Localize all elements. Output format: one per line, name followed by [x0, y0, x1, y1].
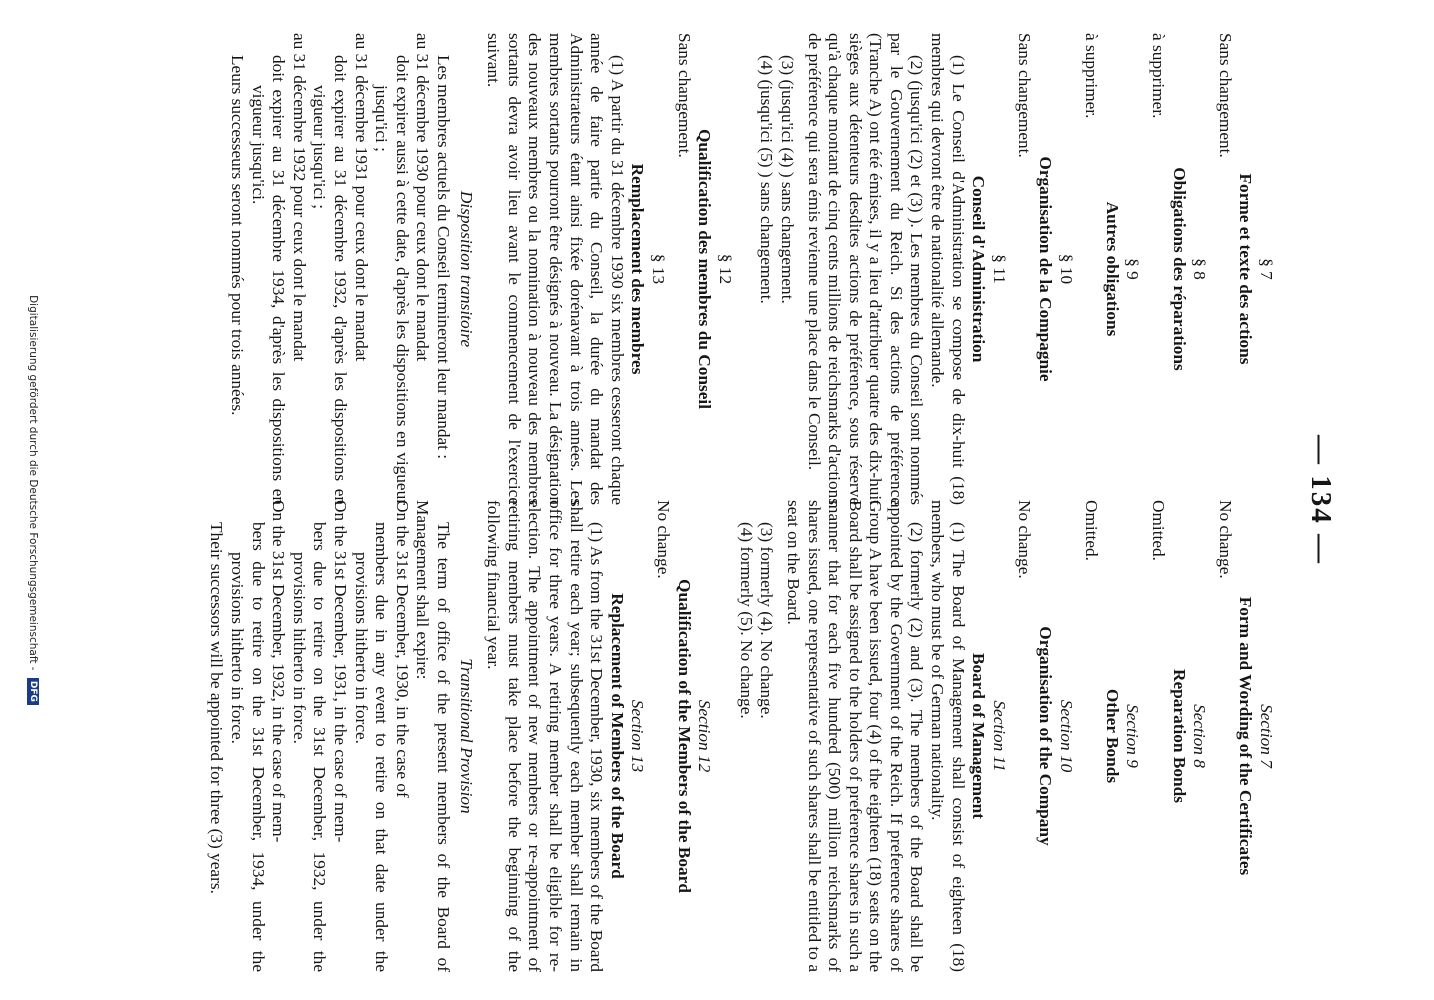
- en-transitional-item-2-continuation: bers due to retire on the 31st December, 1932, under the provisions hitherto in force.: [289, 522, 330, 972]
- fr-section-11-paragraph-2: (2) (jusqu'ici (2) et (3) ). Les membres du Conseil sont nommés par le Gouvernement du Reich. Si des actions de préférence (Tranche A) ont été émises, il y a lieu d'attribuer quatre des dix-huit sièges aux détenteurs desdites actions de préférence, sous réserve qu'à chaque montant de cinq cents millions de reichsmarks d'actions de préférence qui sera émis revienne une place dans le Conseil.: [804, 33, 927, 505]
- fr-transitional-item-3-continuation: doit expirer au 31 décembre 1934, d'après les dispositions en vigueur jusqu'ici.: [248, 55, 289, 505]
- en-transitional-title: Transitional Provision: [456, 658, 476, 814]
- fr-section-12-body: Sans changement.: [674, 33, 694, 158]
- en-section-11-paragraph-2: (2) formerly (2) and (3). The members of the Board shall be appointed by the Government of the Reich. If preference shares of Group A have been issued, four (4) of the eighteen (18) seats on the Board shall be assigned to the holders of preference shares in such a manner that for each five hundred (500) million reichsmarks of shares issued, one representative of such shares shall be entitled to a seat on the Board.: [783, 500, 927, 972]
- fr-section-12-number: § 12: [715, 253, 735, 285]
- fr-transitional-item-3: [288, 33, 309, 505]
- en-transitional-item-3: [268, 500, 289, 972]
- en-section-11-number: Section 11: [989, 700, 1009, 772]
- en-section-9-number: Section 9: [1123, 704, 1143, 768]
- fr-section-8-body: à supprimer.: [1149, 33, 1169, 119]
- page-number: — 134 —: [1305, 435, 1337, 565]
- english-column: [206, 500, 1281, 972]
- fr-section-9-body: à supprimer.: [1082, 33, 1102, 119]
- fr-section-11-paragraph-1: (1) Le Conseil d'Administration se compose de dix-huit (18) membres qui devront être de nationalité allemande.: [928, 33, 968, 505]
- fr-section-10-body: Sans changement.: [1015, 33, 1035, 158]
- fr-section-12-title: Qualification des membres du Conseil: [695, 128, 715, 410]
- fr-section-13-title: Remplacement des membres: [628, 163, 648, 375]
- en-section-13-paragraph-1: (1) As from the 31st December, 1930, six members of the Board shall retire each year; subsequently each member shall remain in office for three years. A retiring member shall be eligible for re-election. The appointment of new members or re-appointment of retiring members must take place before the beginning of the following financial year.: [484, 500, 607, 972]
- en-transitional-item-2: [329, 500, 351, 972]
- en-section-12-number: Section 12: [695, 699, 715, 773]
- en-section-11-title: Board of Management: [969, 652, 989, 820]
- en-section-7-title: Form and Wording of the Certificates: [1236, 596, 1256, 876]
- fr-transitional-item-3-lead: au 31 décembre 1932 pour ceux dont le mandat: [289, 33, 309, 362]
- french-column: [227, 33, 1282, 505]
- en-section-10-title: Organisation of the Company: [1036, 626, 1056, 846]
- en-transitional-item-1-continuation: members due in any event to retire on that date under the provisions hitherto in force.: [351, 522, 392, 972]
- en-section-10-body: No change.: [1015, 500, 1035, 579]
- fr-transitional-item-2-lead: au 31 décembre 1931 pour ceux dont le mandat: [351, 33, 371, 362]
- fr-transitional-item-2-continuation: doit expirer au 31 décembre 1932, d'après les dispositions en vigueur jusqu'ici ;: [310, 55, 351, 505]
- en-section-8-number: Section 8: [1190, 704, 1210, 768]
- en-transitional-item-2-lead: On the 31st December, 1931, in the case of mem-: [331, 500, 351, 843]
- fr-section-10-number: § 10: [1056, 253, 1076, 285]
- fr-transitional-item-1-continuation: doit expirer aussi à cette date, d'après les dispositions en vigueur jusqu'ici ;: [372, 55, 412, 505]
- fr-transitional-item-2: [350, 33, 371, 505]
- fr-section-11-number: § 11: [989, 254, 1009, 284]
- en-transitional-item-3-lead: On the 31st December, 1932, in the case of mem-: [269, 500, 289, 843]
- en-section-7-body: No change.: [1215, 500, 1235, 579]
- en-transitional-intro: The term of office of the present members of the Board of Management shall expire:: [413, 500, 454, 972]
- footer-text: Digitalisierung gefördert durch die Deutsche Forschungsgemeinschaft -: [27, 295, 39, 671]
- en-section-9-body: Omitted.: [1082, 500, 1102, 561]
- en-transitional-successors: Their successors will be appointed for three (3) years.: [207, 522, 227, 894]
- en-section-12-title: Qualification of the Members of the Board: [674, 579, 694, 893]
- en-section-13-number: Section 13: [628, 699, 648, 773]
- fr-section-7-title: Forme et texte des actions: [1236, 173, 1256, 365]
- fr-transitional-successors: Leurs successeurs seront nommés pour trois années.: [228, 55, 248, 416]
- en-section-12-body: No change.: [653, 500, 673, 579]
- fr-section-7-body: Sans changement.: [1215, 33, 1235, 158]
- en-section-11-paragraph-4: (4) formerly (5). No change.: [736, 522, 756, 719]
- fr-section-10-title: Organisation de la Compagnie: [1036, 156, 1056, 382]
- en-section-13-title: Replacement of Members of the Board: [607, 593, 627, 879]
- en-section-7-number: Section 7: [1257, 704, 1276, 768]
- spacer: [719, 500, 735, 972]
- fr-section-7-number: § 7: [1257, 258, 1276, 280]
- en-section-8-body: Omitted.: [1149, 500, 1169, 561]
- fr-section-8-number: § 8: [1190, 258, 1210, 280]
- fr-section-8-title: Obligations des réparations: [1169, 167, 1189, 371]
- digitization-footer: [27, 0, 39, 1000]
- fr-section-11-paragraph-4: (4) (jusqu'ici (5) ) sans changement.: [757, 55, 777, 304]
- en-section-11-paragraph-3: (3) formerly (4). No change.: [757, 522, 777, 719]
- dfg-logo-icon: DFG: [27, 678, 39, 705]
- fr-transitional-item-1-lead: au 31 décembre 1930 pour ceux dont le mandat: [413, 33, 433, 362]
- fr-section-13-paragraph-1: (1) A partir du 31 décembre 1930 six membres cesseront chaque année de faire partie du Conseil, la durée du mandat des Administrateurs étant ainsi fixée dorénavant à trois années. Les membres sortants pourront être désignés à nouveau. La désignation des nouveaux membres ou la nomination à nouveau des membres sortants devra avoir lieu avant le commencement de l'exercice suivant.: [484, 33, 627, 505]
- en-transitional-item-3-continuation: bers due to retire on the 31st December, 1934, under the provisions hitherto in force.: [228, 522, 268, 972]
- fr-section-9-number: § 9: [1123, 258, 1143, 280]
- fr-section-13-number: § 13: [648, 253, 668, 285]
- en-section-8-title: Reparation Bonds: [1169, 669, 1189, 803]
- en-transitional-item-1-lead: On the 31st December, 1930, in the case of: [392, 500, 412, 798]
- en-section-10-number: Section 10: [1056, 699, 1076, 773]
- en-section-11-paragraph-1: (1) The Board of Management shall consist of eighteen (18) members, who must be of German nationality.: [928, 500, 968, 972]
- fr-section-9-title: Autres obligations: [1102, 201, 1122, 337]
- spacer: [740, 33, 756, 505]
- fr-transitional-item-1: [412, 33, 433, 505]
- fr-section-11-paragraph-3: (3) (jusqu'ici (4) ) sans changement.: [777, 55, 797, 304]
- fr-transitional-title: Disposition transitoire: [456, 190, 476, 348]
- en-transitional-item-1: [391, 500, 412, 972]
- fr-transitional-intro: Les membres actuels du Conseil termineront leur mandat :: [434, 55, 454, 460]
- fr-section-11-title: Conseil d'Administration: [969, 175, 989, 363]
- en-section-9-title: Other Bonds: [1102, 688, 1122, 784]
